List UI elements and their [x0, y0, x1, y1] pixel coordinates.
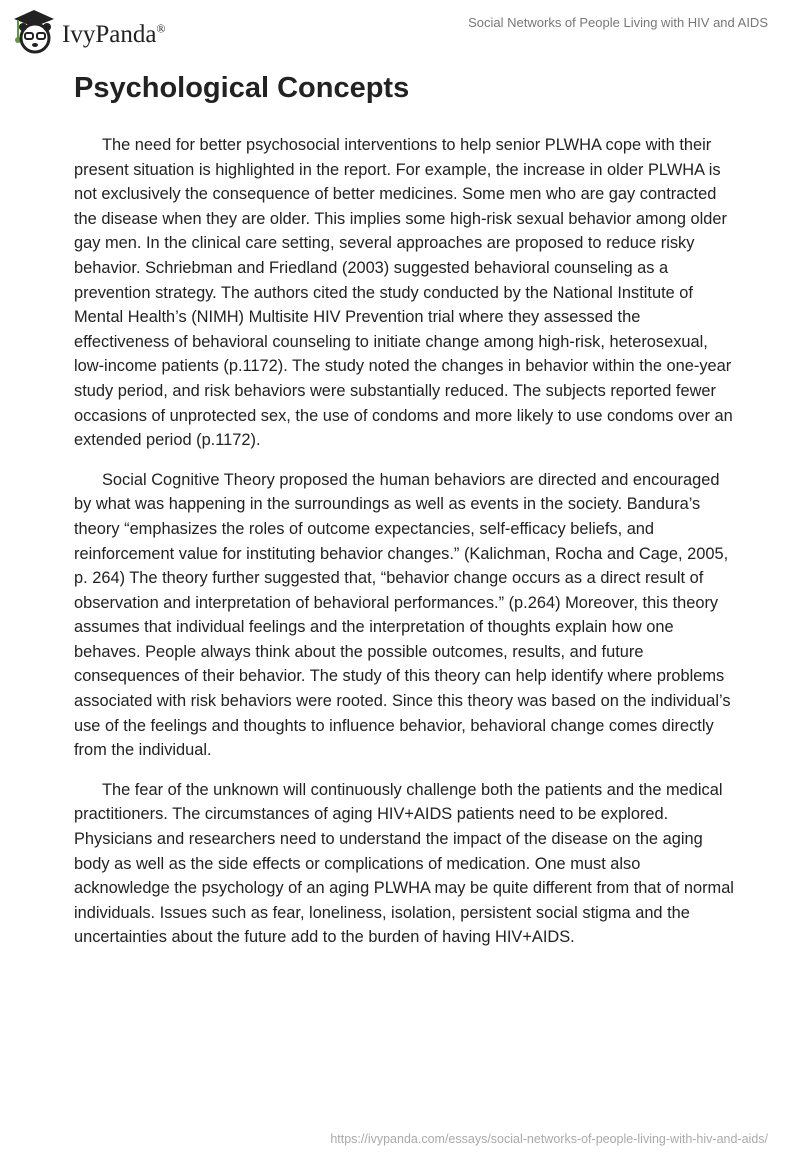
paragraph: The fear of the unknown will continuously challenge both the patients and the medical practitioners. The circumstances of aging HIV+AIDS patients need to be explored. Physicians and researchers need to understand the impact of the disease on the aging body as well as the side effects or complications of medication. One must also acknowledge the psychology of an aging PLWHA may be quite different from that of normal individuals. Issues such as fear, loneliness, isolation, persistent social stigma and the uncertainties about the future add to the burden of having HIV+AIDS.: [74, 780, 734, 947]
source-url[interactable]: https://ivypanda.com/essays/social-networks-of-people-living-with-hiv-and-aids/: [330, 1132, 768, 1146]
article-body: [74, 133, 734, 965]
logo-text: [62, 21, 166, 49]
logo[interactable]: [12, 8, 166, 54]
paragraph: The need for better psychosocial interventions to help senior PLWHA cope with their present situation is highlighted in the report. For example, the increase in older PLWHA is not exclusively the consequence of better medicines. Some men who are gay contracted the disease when they are older. This implies some high-risk sexual behavior among older gay men. In the clinical care setting, several approaches are proposed to reduce risky behavior. Schriebman and Friedland (2003) suggested behavioral counseling as a prevention strategy. The authors cited the study conducted by the National Institute of Mental Health’s (NIMH) Multisite HIV Prevention trial where they assessed the effectiveness of behavioral counseling to initiate change among high-risk, heterosexual, low-income patients (p.1172). The study noted the changes in behavior within the one-year study period, and risk behaviors were substantially reduced. The subjects reported fewer occasions of unprotected sex, the use of condoms and more likely to use condoms over an extended period (p.1172).: [74, 136, 733, 450]
registered-mark: ®: [156, 21, 166, 36]
paragraph: Social Cognitive Theory proposed the human behaviors are directed and encouraged by what was happening in the surroundings as well as events in the society. Bandura’s theory “emphasizes the roles of outcome expectancies, self-efficacy beliefs, and reinforcement value for instituting behavior changes.” (Kalichman, Rocha and Cage, 2005, p. 264) The theory further suggested that, “behavior change occurs as a direct result of observation and interpretation of behavioral performances.” (p.264) Moreover, this theory assumes that individual feelings and the interpretation of thoughts explain how one behaves. People always think about the possible outcomes, results, and future consequences of their behavior. The study of this theory can help identify where problems associated with risk behaviors were rooted. Since this theory was based on the individual’s use of the feelings and thoughts to influence behavior, behavioral change comes directly from the individual.: [74, 470, 731, 760]
logo-name: IvyPanda: [62, 21, 157, 48]
panda-graduate-icon: [12, 8, 56, 54]
page-title: Psychological Concepts: [74, 72, 410, 104]
running-title: Social Networks of People Living with HIV and AIDS: [468, 15, 768, 30]
